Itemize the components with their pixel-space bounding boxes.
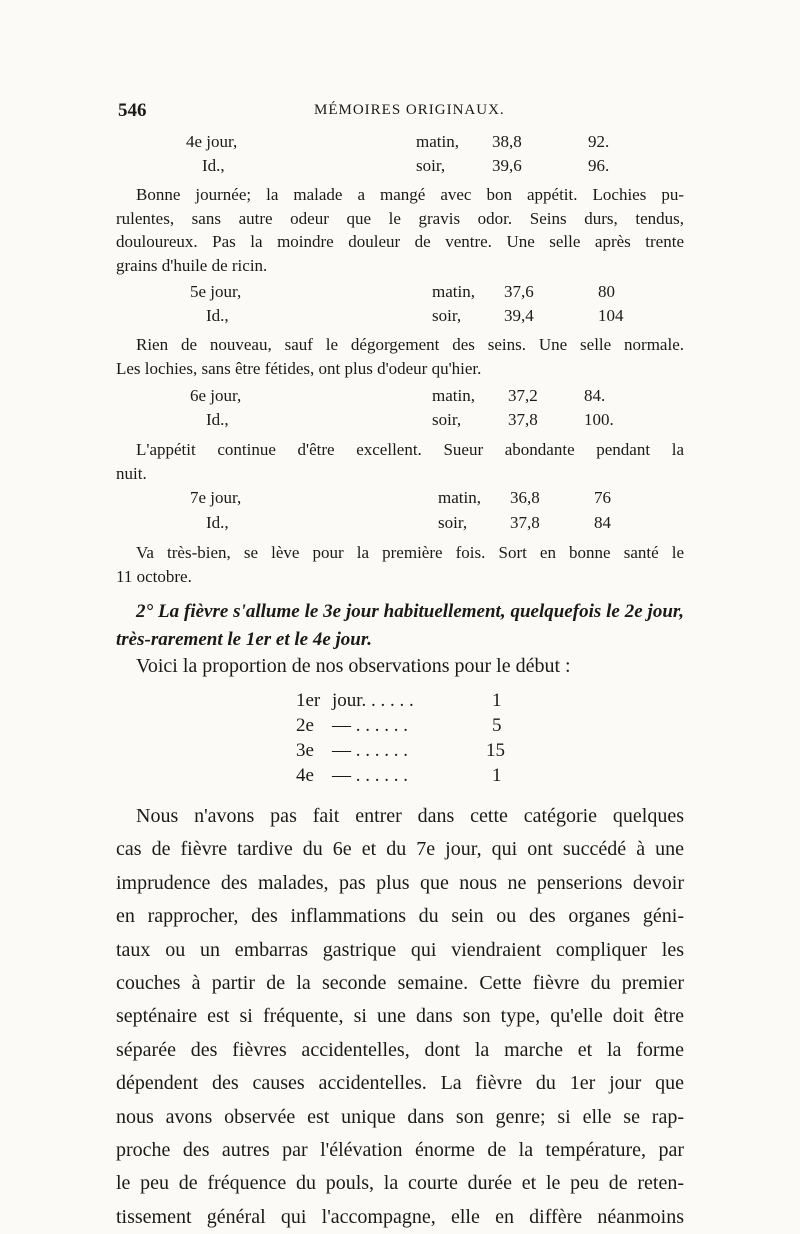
onset-label: — . . . . . . (332, 715, 408, 736)
text-line: L'appétit continue d'être excellent. Sueur abondante pendant la (136, 440, 684, 459)
day-label: 4e jour, (186, 132, 238, 151)
pulse-value: 104 (598, 306, 624, 325)
text-line: dépendent des causes accidentelles. La fièvre du 1er jour que (116, 1072, 684, 1095)
observation-paragraph (116, 541, 684, 588)
day-label: 5e jour, (190, 282, 242, 301)
time-label: matin, (438, 488, 481, 507)
table-intro: Voici la proportion de nos observations pour le début : (136, 655, 571, 677)
time-label: matin, (432, 386, 475, 405)
onset-row (296, 715, 516, 741)
pulse-value: 76 (594, 488, 611, 507)
vitals-row (160, 156, 630, 180)
temperature-value: 39,6 (492, 156, 522, 175)
vitals-row (160, 386, 630, 410)
temperature-value: 37,8 (508, 410, 538, 429)
time-label: soir, (438, 513, 468, 532)
time-label: soir, (432, 306, 462, 325)
text-line: couches à partir de la seconde semaine. Cette fièvre du premier (116, 972, 684, 995)
text-line: Rien de nouveau, sauf le dégorgement des seins. Une selle normale. (136, 335, 684, 354)
vitals-row (160, 282, 630, 306)
text-line: Les lochies, sans être fétides, ont plus d'odeur qu'hier. (116, 358, 482, 378)
onset-label: jour. . . . . . (332, 690, 414, 711)
onset-count: 15 (486, 740, 505, 761)
text-line: rulentes, sans autre odeur que le gravis odor. Seins durs, tendus, (116, 208, 684, 228)
onset-day: 3e (296, 740, 314, 761)
vitals-row (160, 132, 630, 156)
heading-line: 2° La fièvre s'allume le 3e jour habituellement, quelquefois le 2e jour, (136, 601, 684, 622)
temperature-value: 36,8 (510, 488, 540, 507)
vitals-row (160, 513, 630, 537)
temperature-value: 37,2 (508, 386, 538, 405)
temperature-value: 37,6 (504, 282, 534, 301)
text-line: Va très-bien, se lève pour la première fois. Sort en bonne santé le (136, 543, 684, 562)
page-number: 546 (118, 100, 147, 121)
vitals-row (160, 410, 630, 434)
time-label: soir, (416, 156, 446, 175)
text-line: proche des autres par l'élévation énorme de la température, par (116, 1139, 684, 1162)
observation-paragraph (116, 438, 684, 485)
onset-day: 4e (296, 765, 314, 786)
discussion-paragraph (116, 800, 684, 1234)
pulse-value: 80 (598, 282, 615, 301)
day-label: 6e jour, (190, 386, 242, 405)
section-heading (116, 598, 684, 654)
onset-row (296, 765, 516, 791)
day-label: 7e jour, (190, 488, 242, 507)
text-line: douloureux. Pas la moindre douleur de ventre. Une selle après trente (116, 232, 684, 251)
observation-paragraph (116, 333, 684, 380)
text-line: 11 octobre. (116, 566, 192, 586)
pulse-value: 100. (584, 410, 614, 429)
onset-label: — . . . . . . (332, 740, 408, 761)
day-label: Id., (206, 513, 229, 532)
temperature-value: 37,8 (510, 513, 540, 532)
vitals-row (160, 488, 630, 512)
text-line: nuit. (116, 463, 147, 483)
pulse-value: 84. (584, 386, 606, 405)
heading-line: très-rarement le 1er et le 4e jour. (116, 629, 372, 650)
onset-count: 1 (492, 690, 502, 711)
text-line: taux ou un embarras gastrique qui viendraient compliquer les (116, 938, 684, 961)
text-line: en rapprocher, des inflammations du sein ou des organes géni- (116, 905, 684, 928)
text-line: nous avons observée est unique dans son genre; si elle se rap- (116, 1105, 684, 1128)
onset-count: 1 (492, 765, 502, 786)
text-line: grains d'huile de ricin. (116, 255, 268, 275)
running-head: MÉMOIRES ORIGINAUX. (314, 102, 505, 118)
text-line: imprudence des malades, pas plus que nous ne penserions devoir (116, 871, 684, 894)
day-label: Id., (202, 156, 225, 175)
text-line: septénaire est si fréquente, si une dans son type, qu'elle doit être (116, 1005, 684, 1028)
text-line: le peu de fréquence du pouls, la courte durée et le peu de reten- (116, 1172, 684, 1195)
text-line: séparée des fièvres accidentelles, dont la marche et la forme (116, 1038, 684, 1061)
time-label: soir, (432, 410, 462, 429)
temperature-value: 39,4 (504, 306, 534, 325)
day-label: Id., (206, 410, 229, 429)
text-line: Bonne journée; la malade a mangé avec bon appétit. Lochies pu- (136, 185, 684, 204)
pulse-value: 92. (588, 132, 610, 151)
onset-count: 5 (492, 715, 502, 736)
onset-label: — . . . . . . (332, 765, 408, 786)
onset-row (296, 690, 516, 716)
text-line: tissement général qui l'accompagne, elle en diffère néanmoins (116, 1205, 684, 1228)
onset-day: 2e (296, 715, 314, 736)
time-label: matin, (416, 132, 459, 151)
temperature-value: 38,8 (492, 132, 522, 151)
text-line: Nous n'avons pas fait entrer dans cette catégorie quelques (136, 805, 684, 827)
page-header (118, 100, 708, 126)
observation-paragraph (116, 183, 684, 277)
onset-day: 1er (296, 690, 321, 711)
pulse-value: 96. (588, 156, 610, 175)
onset-row (296, 740, 516, 766)
time-label: matin, (432, 282, 475, 301)
pulse-value: 84 (594, 513, 611, 532)
vitals-row (160, 306, 630, 330)
day-label: Id., (206, 306, 229, 325)
text-line: cas de fièvre tardive du 6e et du 7e jour, qui ont succédé à une (116, 838, 684, 861)
